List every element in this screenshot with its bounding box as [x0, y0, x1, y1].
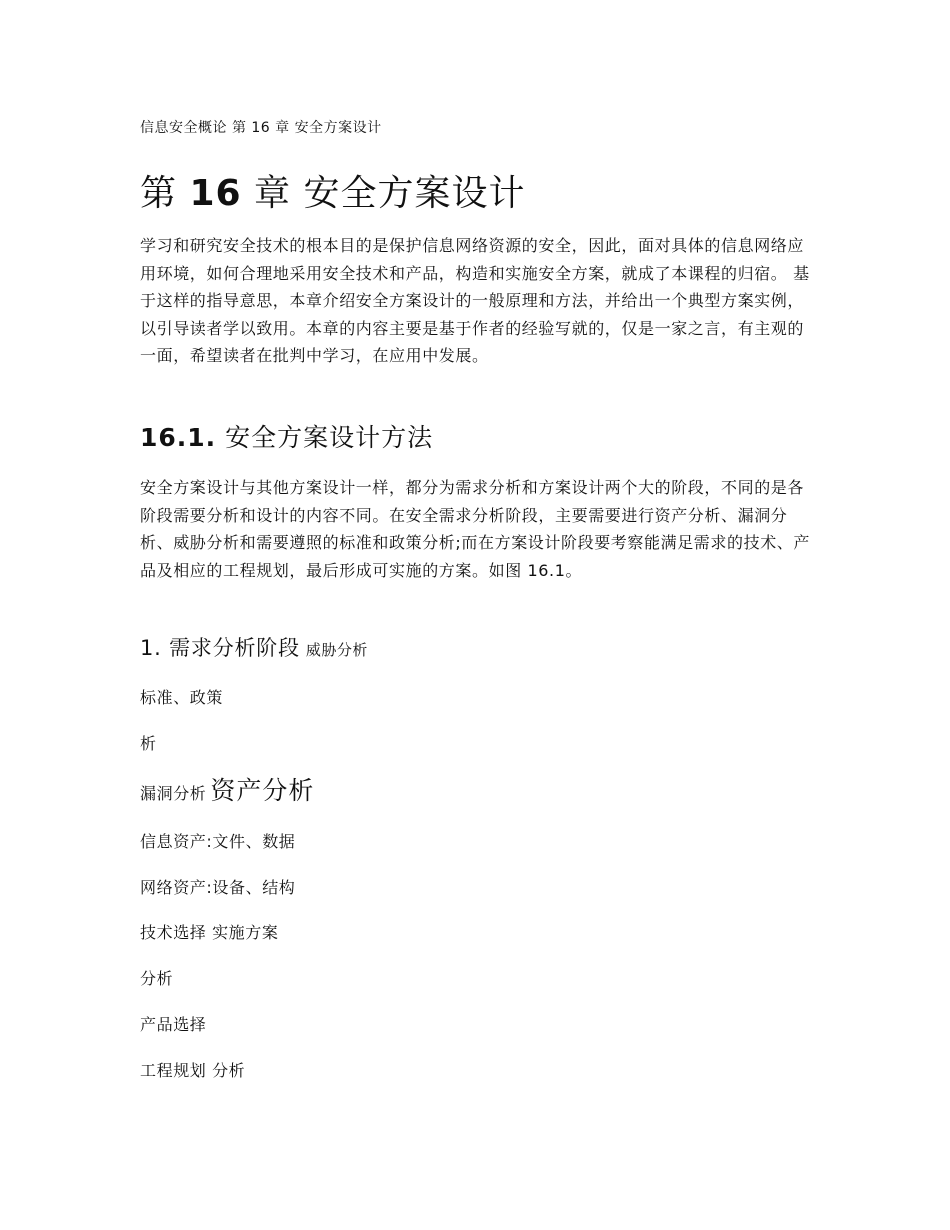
- stage-heading-line: [140, 632, 368, 662]
- asset-analysis-heading: 资产分析: [210, 776, 315, 805]
- chapter-prefix: 第: [140, 173, 190, 214]
- chapter-number: 16: [189, 173, 242, 214]
- section-number: 16.1.: [140, 423, 217, 452]
- fragment-xi: 析: [140, 734, 157, 753]
- section-paragraph: 安全方案设计与其他方案设计一样，都分为需求分析和方案设计两个大的阶段，不同的是各阶段需要分析和设计的内容不同。在安全需求分析阶段，主要需要进行资产分析、漏洞分析、威胁分析和需要遵照的标准和政策分析;而在方案设计阶段要考察能满足需求的技术、产品及相应的工程规划，最后形成可实施的方案。如图 16.1。: [140, 478, 810, 580]
- tech-impl-label: 技术选择 实施方案: [140, 923, 279, 942]
- threat-analysis-label: 威胁分析: [305, 641, 368, 659]
- section-title: [140, 418, 433, 454]
- chapter-title: [140, 165, 525, 216]
- net-assets-label: 网络资产:设备、结构: [140, 878, 296, 897]
- vuln-asset-line: [140, 771, 314, 807]
- section-title-text: 安全方案设计方法: [216, 423, 434, 452]
- chapter-suffix: 章 安全方案设计: [241, 173, 526, 214]
- intro-paragraph: 学习和研究安全技术的根本目的是保护信息网络资源的安全，因此，面对具体的信息网络应用环境，如何合理地采用安全技术和产品，构造和实施安全方案，就成了本课程的归宿。 基于这样的指导意思，本章介绍安全方案设计的一般原理和方法，并给出一个典型方案实例，以引导读者学以致用。本章的内容主要是基于作者的经验写就的，仅是一家之言，有主观的一面，希望读者在批判中学习，在应用中发展。: [140, 236, 810, 365]
- running-header: 信息安全概论 第 16 章 安全方案设计: [140, 120, 382, 136]
- vuln-analysis-label: 漏洞分析: [140, 784, 207, 803]
- eng-plan-label: 工程规划 分析: [140, 1061, 246, 1080]
- analysis-label: 分析: [140, 969, 174, 988]
- stage-heading: 1. 需求分析阶段: [140, 636, 300, 660]
- product-select-label: 产品选择: [140, 1015, 207, 1034]
- info-assets-label: 信息资产:文件、数据: [140, 832, 296, 851]
- standards-label: 标准、政策: [140, 688, 224, 707]
